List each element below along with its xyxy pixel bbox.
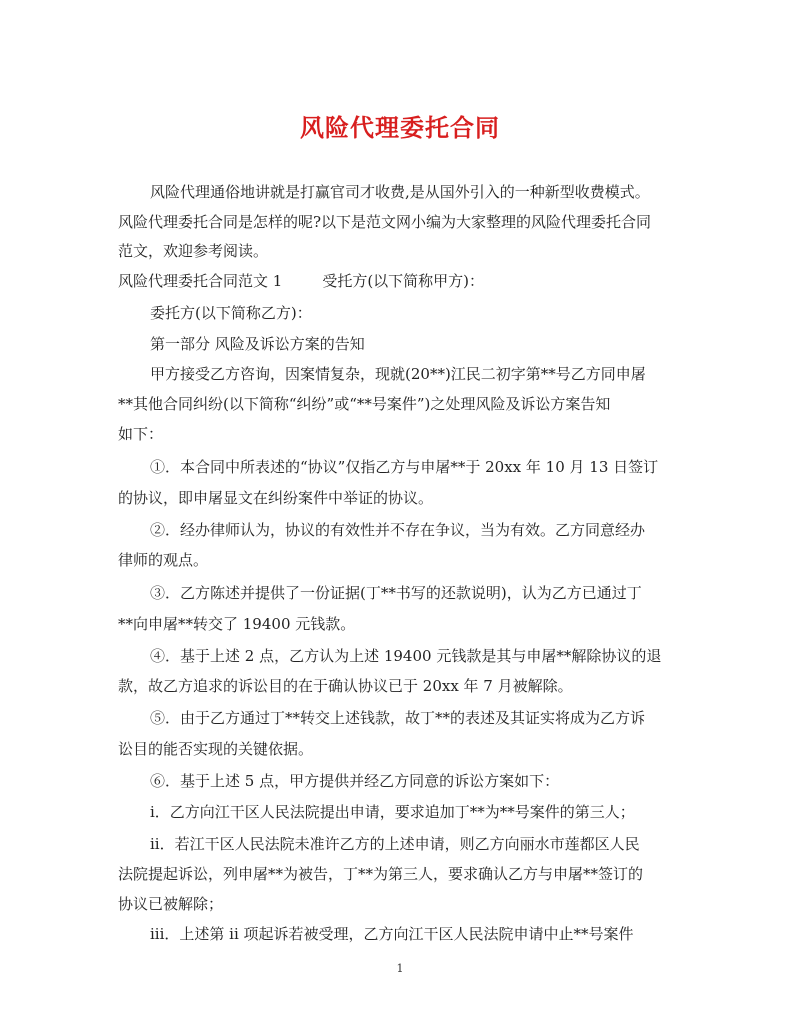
sub-list-item: ii．若江干区人民法院未准许乙方的上述申请，则乙方向丽水市莲都区人民 — [150, 835, 640, 853]
list-item: ④．基于上述 2 点，乙方认为上述 19400 元钱款是其与申屠**解除协议的退 — [150, 647, 662, 665]
list-item: ③．乙方陈述并提供了一份证据(丁**书写的还款说明)，认为乙方已通过丁 — [150, 584, 642, 602]
paragraph-line: 风险代理通俗地讲就是打赢官司才收费,是从国外引入的一种新型收费模式。 — [150, 183, 650, 201]
paragraph-line: 甲方接受乙方咨询，因案情复杂，现就(20**)江民二初字第**号乙方同申屠 — [150, 365, 646, 383]
paragraph-line: 讼目的能否实现的关键依据。 — [118, 740, 314, 758]
section-heading: 风险代理委托合同范文 1 — [118, 272, 283, 290]
page-number: 1 — [396, 962, 404, 975]
party-a-label: 受托方(以下简称甲方)： — [322, 272, 485, 290]
list-item: ①．本合同中所表述的“协议”仅指乙方与申屠**于 20xx 年 10 月 13 日签订 — [150, 458, 659, 476]
list-item: ⑥．基于上述 5 点，甲方提供并经乙方同意的诉讼方案如下： — [150, 772, 560, 790]
paragraph-line: 律师的观点。 — [118, 551, 209, 569]
paragraph-line: **向申屠**转交了 19400 元钱款。 — [118, 615, 356, 633]
paragraph-line: 风险代理委托合同是怎样的呢?以下是范文网小编为大家整理的风险代理委托合同 — [118, 213, 652, 231]
list-item: ②．经办律师认为，协议的有效性并不存在争议，当为有效。乙方同意经办 — [150, 521, 646, 539]
document-title: 风险代理委托合同 — [300, 113, 500, 142]
paragraph-line: 款，故乙方追求的诉讼目的在于确认协议已于 20xx 年 7 月被解除。 — [118, 677, 573, 695]
paragraph-line: 法院提起诉讼，列申屠**为被告，丁**为第三人，要求确认乙方与申屠**签订的 — [118, 865, 644, 883]
paragraph-line: 协议已被解除； — [118, 895, 224, 913]
paragraph-line: **其他合同纠纷(以下简称“纠纷”或“**号案件”)之处理风险及诉讼方案告知 — [118, 395, 611, 413]
list-item: ⑤．由于乙方通过丁**转交上述钱款，故丁**的表述及其证实将成为乙方诉 — [150, 709, 646, 727]
paragraph-line: 范文，欢迎参考阅读。 — [118, 242, 269, 260]
party-b-label: 委托方(以下简称乙方)： — [150, 304, 312, 322]
paragraph-line — [118, 271, 698, 291]
paragraph-line: 的协议，即申屠显文在纠纷案件中举证的协议。 — [118, 489, 434, 507]
paragraph-line: 如下： — [118, 425, 164, 443]
sub-list-item: i．乙方向江干区人民法院提出申请，要求追加丁**为**号案件的第三人； — [150, 803, 635, 821]
sub-list-item: iii．上述第 ii 项起诉若被受理，乙方向江干区人民法院申请中止**号案件 — [150, 925, 634, 943]
part-heading: 第一部分 风险及诉讼方案的告知 — [150, 335, 365, 353]
